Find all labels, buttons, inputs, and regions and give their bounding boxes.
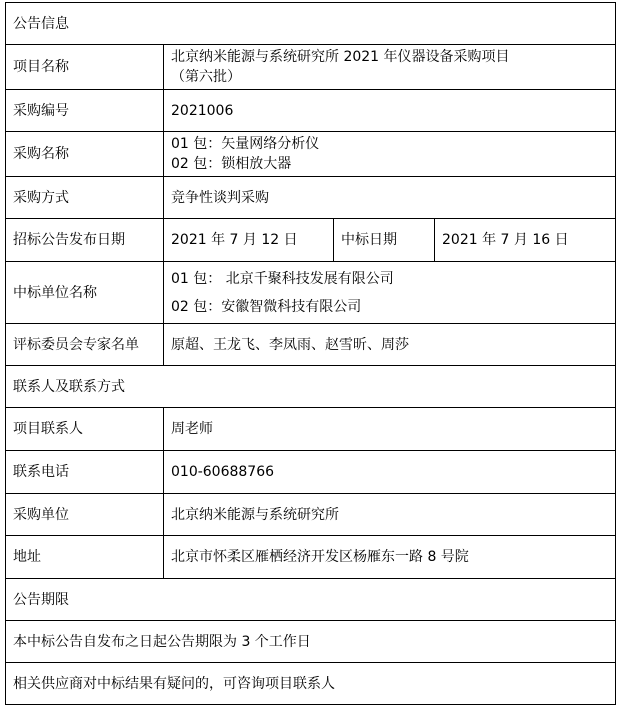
period-text: 本中标公告自发布之日起公告期限为 3 个工作日 bbox=[6, 621, 616, 663]
project-name-line2: （第六批） bbox=[171, 69, 241, 85]
section-title-notice-info: 公告信息 bbox=[6, 3, 616, 45]
section-row-contact-info bbox=[6, 366, 616, 408]
announcement-table bbox=[5, 2, 616, 705]
procurement-name-value bbox=[164, 132, 616, 177]
phone-label: 联系电话 bbox=[6, 451, 164, 494]
committee-label: 评标委员会专家名单 bbox=[6, 324, 164, 366]
procurement-name-label: 采购名称 bbox=[6, 132, 164, 177]
award-date-value: 2021 年 7 月 16 日 bbox=[435, 219, 616, 262]
row-inquiry-text bbox=[6, 663, 616, 705]
row-contact-unit bbox=[6, 494, 616, 536]
publish-date-label: 招标公告发布日期 bbox=[6, 219, 164, 262]
award-date-label: 中标日期 bbox=[334, 219, 435, 262]
address-value: 北京市怀柔区雁栖经济开发区杨雁东一路 8 号院 bbox=[164, 536, 616, 579]
committee-value: 原超、王龙飞、李凤雨、赵雪昕、周莎 bbox=[164, 324, 616, 366]
section-title-notice-period: 公告期限 bbox=[6, 579, 616, 621]
contact-unit-value: 北京纳米能源与系统研究所 bbox=[164, 494, 616, 536]
winner-label: 中标单位名称 bbox=[6, 262, 164, 324]
procurement-no-label: 采购编号 bbox=[6, 90, 164, 132]
winner-value bbox=[164, 262, 616, 324]
row-project-name bbox=[6, 45, 616, 90]
procurement-name-line2: 02 包：锁相放大器 bbox=[171, 156, 292, 172]
contact-unit-label: 采购单位 bbox=[6, 494, 164, 536]
phone-value: 010-60688766 bbox=[164, 451, 616, 494]
procurement-method-label: 采购方式 bbox=[6, 177, 164, 219]
project-name-label: 项目名称 bbox=[6, 45, 164, 90]
row-winner bbox=[6, 262, 616, 324]
winner-line2: 02 包：安徽智微科技有限公司 bbox=[171, 298, 362, 315]
contact-person-value: 周老师 bbox=[164, 408, 616, 451]
section-row-notice-period bbox=[6, 579, 616, 621]
row-committee bbox=[6, 324, 616, 366]
procurement-no-value: 2021006 bbox=[164, 90, 616, 132]
procurement-name-line1: 01 包：矢量网络分析仪 bbox=[171, 136, 320, 152]
procurement-method-value: 竞争性谈判采购 bbox=[164, 177, 616, 219]
publish-date-value: 2021 年 7 月 12 日 bbox=[164, 219, 334, 262]
project-name-line1: 北京纳米能源与系统研究所 2021 年仪器设备采购项目 bbox=[171, 49, 510, 65]
row-dates bbox=[6, 219, 616, 262]
row-procurement-method bbox=[6, 177, 616, 219]
row-phone bbox=[6, 451, 616, 494]
project-name-value bbox=[164, 45, 616, 90]
row-address bbox=[6, 536, 616, 579]
section-title-contact-info: 联系人及联系方式 bbox=[6, 366, 616, 408]
row-procurement-no bbox=[6, 90, 616, 132]
contact-person-label: 项目联系人 bbox=[6, 408, 164, 451]
row-contact-person bbox=[6, 408, 616, 451]
winner-line1: 01 包： 北京千聚科技发展有限公司 bbox=[171, 270, 394, 287]
row-procurement-name bbox=[6, 132, 616, 177]
address-label: 地址 bbox=[6, 536, 164, 579]
row-period-text bbox=[6, 621, 616, 663]
inquiry-text: 相关供应商对中标结果有疑问的，可咨询项目联系人 bbox=[6, 663, 616, 705]
section-row-notice-info bbox=[6, 3, 616, 45]
